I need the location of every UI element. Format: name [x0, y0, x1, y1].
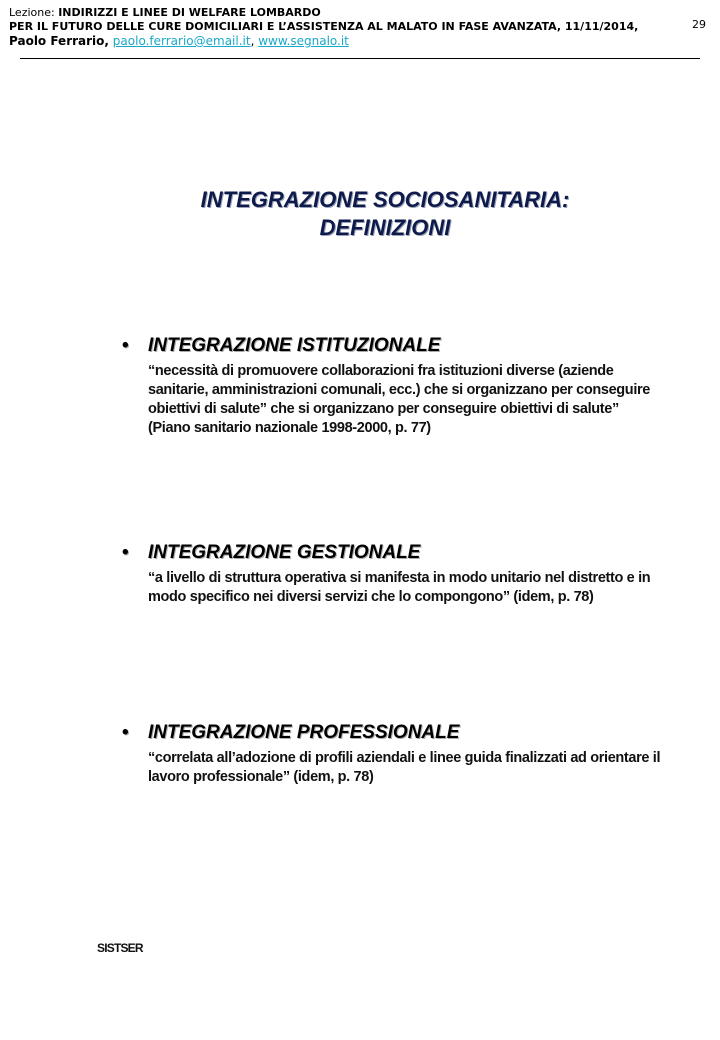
- document-header: [9, 6, 709, 48]
- author-line: [9, 34, 709, 48]
- lesson-title-line2: PER IL FUTURO DELLE CURE DOMICILIARI E L’ASSISTENZA AL MALATO IN FASE AVANZATA, 11/11/2014,: [9, 20, 639, 33]
- section-heading-text: INTEGRAZIONE ISTITUZIONALE: [148, 335, 441, 356]
- slide-title-line1: INTEGRAZIONE SOCIOSANITARIA:: [200, 187, 570, 212]
- section-heading-text: INTEGRAZIONE PROFESSIONALE: [148, 722, 460, 743]
- section-istituzionale: [122, 334, 662, 438]
- section-heading: [122, 334, 662, 358]
- slide-title: [100, 186, 670, 242]
- link-separator: ,: [250, 34, 259, 48]
- section-heading-text: INTEGRAZIONE GESTIONALE: [148, 542, 421, 563]
- section-professionale: [122, 721, 662, 787]
- lesson-line-2: [9, 20, 709, 34]
- page-number: 29: [692, 18, 706, 31]
- section-heading: [122, 541, 662, 565]
- bullet-icon: •: [122, 722, 129, 743]
- slide-footer: SISTSER: [97, 941, 143, 955]
- author-name: Paolo Ferrario,: [9, 34, 109, 48]
- section-body: “a livello di struttura operativa si manifesta in modo unitario nel distretto e in modo specifico nei diversi servizi che lo compongono” (idem, p. 78): [148, 570, 651, 605]
- bullet-icon: •: [122, 335, 129, 356]
- lesson-label: Lezione:: [9, 6, 59, 19]
- section-body: “necessità di promuovere collaborazioni fra istituzioni diverse (aziende sanitarie, amministrazioni comunali, ecc.) che si organizzano per conseguire obiettivi di salute” che si organizzano per conseguire obiettivi di salute” (Piano sanitario nazionale 1998-2000, p. 77): [148, 363, 650, 436]
- section-gestionale: [122, 541, 662, 607]
- bullet-icon: •: [122, 542, 129, 563]
- slide-title-line2: DEFINIZIONI: [319, 215, 451, 240]
- header-divider: [20, 58, 700, 59]
- section-body: “correlata all’adozione di profili aziendali e linee guida finalizzati ad orientare il lavoro professionale” (idem, p. 78): [148, 750, 661, 785]
- lesson-title-line1: INDIRIZZI E LINEE DI WELFARE LOMBARDO: [58, 6, 321, 19]
- website-link[interactable]: www.segnalo.it: [258, 34, 349, 48]
- section-heading: [122, 721, 662, 745]
- email-link[interactable]: paolo.ferrario@email.it: [112, 34, 251, 48]
- lesson-line-1: [9, 6, 709, 20]
